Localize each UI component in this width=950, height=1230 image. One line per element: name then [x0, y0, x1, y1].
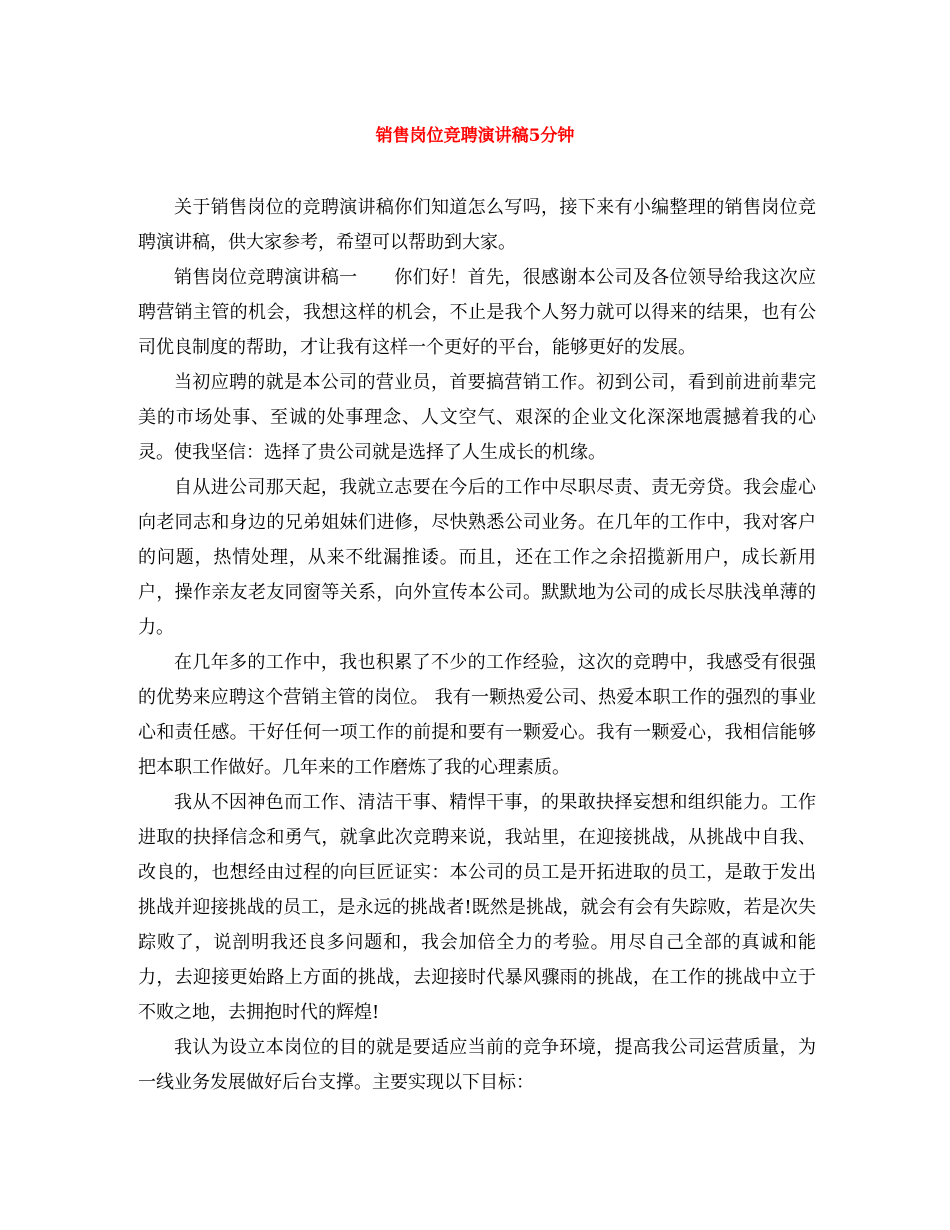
paragraph-intro: 关于销售岗位的竞聘演讲稿你们知道怎么写吗，接下来有小编整理的销售岗位竞聘演讲稿，供大家参考，希望可以帮助到大家。: [138, 197, 816, 253]
document-title: 销售岗位竞聘演讲稿5分钟: [375, 126, 575, 146]
paragraph-goals: 我认为设立本岗位的目的就是要适应当前的竞争环境，提高我公司运营质量，为一线业务发展做好后台支撑。主要实现以下目标：: [138, 1037, 816, 1093]
paragraph-experience: 在几年多的工作中，我也积累了不少的工作经验，这次的竞聘中，我感受有很强的优势来应聘这个营销主管的岗位。 我有一颗热爱公司、热爱本职工作的强烈的事业心和责任感。干好任何一项工作的前提和要有一颗爱心。我有一颗爱心，我相信能够把本职工作做好。几年来的工作磨炼了我的心理素质。: [138, 652, 816, 778]
paragraph-greeting: 销售岗位竞聘演讲稿一 你们好！首先，很感谢本公司及各位领导给我这次应聘营销主管的机会，我想这样的机会，不止是我个人努力就可以得来的结果，也有公司优良制度的帮助，才让我有这样一个更好的平台，能够更好的发展。: [138, 267, 816, 358]
paragraph-commitment: 自从进公司那天起，我就立志要在今后的工作中尽职尽责、责无旁贷。我会虚心向老同志和身边的兄弟姐妹们进修，尽快熟悉公司业务。在几年的工作中，我对客户的问题，热情处理，从来不纰漏推诿。而且，还在工作之余招揽新用户，成长新用户，操作亲友老友同窗等关系，向外宣传本公司。默默地为公司的成长尽肤浅单薄的力。: [138, 477, 816, 638]
paragraph-initial-job: 当初应聘的就是本公司的营业员，首要搞营销工作。初到公司，看到前进前辈完美的市场处事、至诚的处事理念、人文空气、艰深的企业文化深深地震撼着我的心灵。使我坚信：选择了贵公司就是选择了人生成长的机缘。: [138, 372, 816, 463]
document-body: [138, 190, 816, 1100]
paragraph-challenge: 我从不因神色而工作、清洁干事、精悍干事，的果敢抉择妄想和组织能力。工作进取的抉择信念和勇气，就拿此次竞聘来说，我站里，在迎接挑战，从挑战中自我、改良的，也想经由过程的向巨匠证实：本公司的员工是开拓进取的员工，是敢于发出挑战并迎接挑战的员工，是永远的挑战者!既然是挑战，就会有会有失踪败，若是次失踪败了，说剖明我还良多问题和，我会加倍全力的考验。用尽自己全部的真诚和能力，去迎接更始路上方面的挑战，去迎接时代暴风骤雨的挑战，在工作的挑战中立于不败之地，去拥抱时代的辉煌!: [138, 792, 816, 1023]
